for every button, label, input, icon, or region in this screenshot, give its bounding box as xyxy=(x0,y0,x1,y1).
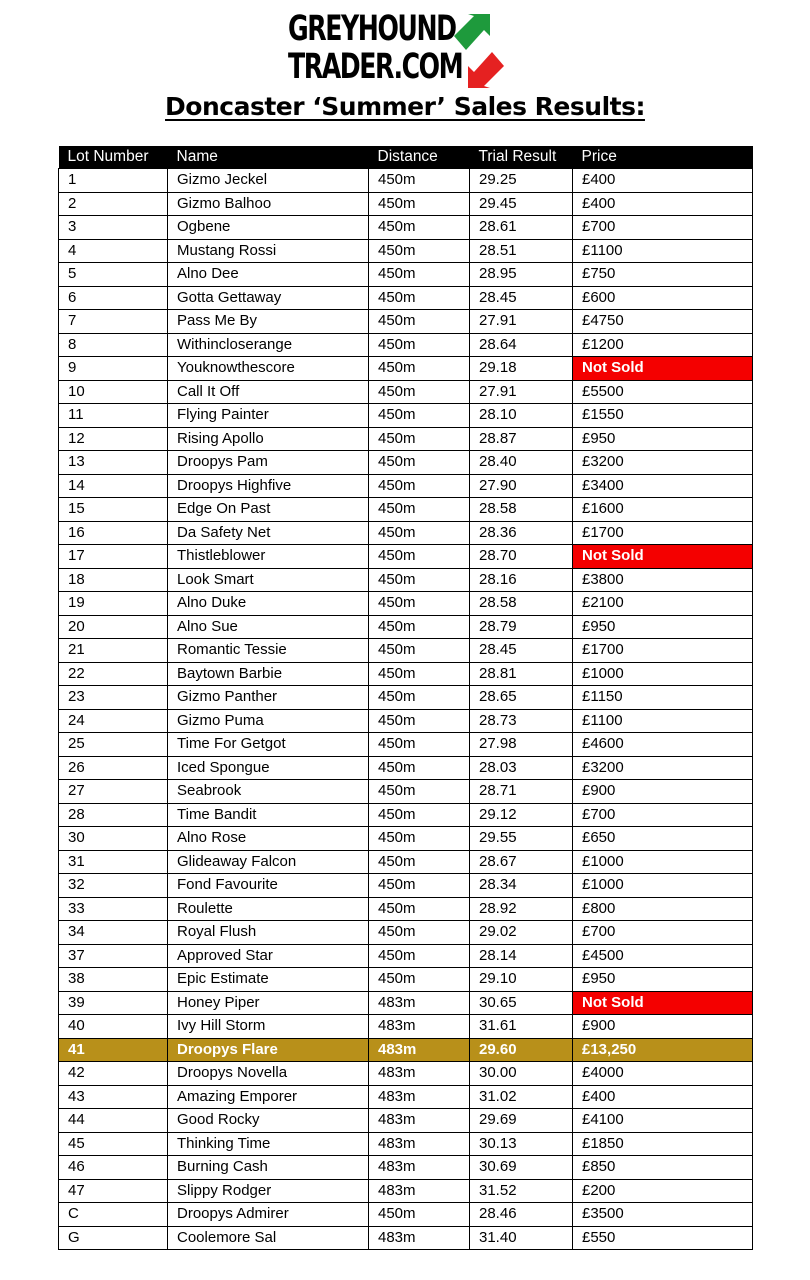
distance-cell: 450m xyxy=(369,897,470,921)
table-row xyxy=(59,1179,753,1203)
table-row xyxy=(59,568,753,592)
header-trial-result: Trial Result xyxy=(470,146,573,169)
name-cell: Droopys Novella xyxy=(168,1062,369,1086)
distance-cell: 450m xyxy=(369,615,470,639)
distance-cell: 450m xyxy=(369,803,470,827)
price-cell: Not Sold xyxy=(573,545,753,569)
distance-cell: 483m xyxy=(369,1062,470,1086)
lot-number-cell: 22 xyxy=(59,662,168,686)
lot-number-cell: C xyxy=(59,1203,168,1227)
name-cell: Roulette xyxy=(168,897,369,921)
lot-number-cell: 44 xyxy=(59,1109,168,1133)
trial-result-cell: 29.25 xyxy=(470,169,573,193)
name-cell: Ogbene xyxy=(168,216,369,240)
lot-number-cell: 37 xyxy=(59,944,168,968)
trial-result-cell: 31.61 xyxy=(470,1015,573,1039)
name-cell: Rising Apollo xyxy=(168,427,369,451)
name-cell: Alno Dee xyxy=(168,263,369,287)
name-cell: Gizmo Jeckel xyxy=(168,169,369,193)
header-distance: Distance xyxy=(369,146,470,169)
lot-number-cell: 8 xyxy=(59,333,168,357)
price-cell: £4000 xyxy=(573,1062,753,1086)
trial-result-cell: 28.92 xyxy=(470,897,573,921)
distance-cell: 450m xyxy=(369,216,470,240)
red-down-arrow-icon xyxy=(468,52,504,88)
trial-result-cell: 30.69 xyxy=(470,1156,573,1180)
table-row xyxy=(59,1132,753,1156)
distance-cell: 450m xyxy=(369,357,470,381)
lot-number-cell: 16 xyxy=(59,521,168,545)
name-cell: Good Rocky xyxy=(168,1109,369,1133)
name-cell: Burning Cash xyxy=(168,1156,369,1180)
distance-cell: 450m xyxy=(369,686,470,710)
name-cell: Ivy Hill Storm xyxy=(168,1015,369,1039)
lot-number-cell: 33 xyxy=(59,897,168,921)
trial-result-cell: 28.40 xyxy=(470,451,573,475)
name-cell: Edge On Past xyxy=(168,498,369,522)
trial-result-cell: 28.03 xyxy=(470,756,573,780)
price-cell: £400 xyxy=(573,192,753,216)
distance-cell: 450m xyxy=(369,592,470,616)
trial-result-cell: 27.90 xyxy=(470,474,573,498)
lot-number-cell: G xyxy=(59,1226,168,1250)
header-price: Price xyxy=(573,146,753,169)
lot-number-cell: 41 xyxy=(59,1038,168,1062)
trial-result-cell: 28.73 xyxy=(470,709,573,733)
name-cell: Droopys Admirer xyxy=(168,1203,369,1227)
lot-number-cell: 3 xyxy=(59,216,168,240)
table-row xyxy=(59,662,753,686)
price-cell: £1200 xyxy=(573,333,753,357)
trial-result-cell: 28.79 xyxy=(470,615,573,639)
trial-result-cell: 28.95 xyxy=(470,263,573,287)
price-cell: £3200 xyxy=(573,451,753,475)
trial-result-cell: 29.18 xyxy=(470,357,573,381)
lot-number-cell: 13 xyxy=(59,451,168,475)
lot-number-cell: 6 xyxy=(59,286,168,310)
header-name: Name xyxy=(168,146,369,169)
price-cell: £1550 xyxy=(573,404,753,428)
logo-text xyxy=(288,10,462,86)
trial-result-cell: 28.36 xyxy=(470,521,573,545)
name-cell: Epic Estimate xyxy=(168,968,369,992)
lot-number-cell: 23 xyxy=(59,686,168,710)
name-cell: Thinking Time xyxy=(168,1132,369,1156)
price-cell: Not Sold xyxy=(573,357,753,381)
lot-number-cell: 9 xyxy=(59,357,168,381)
name-cell: Flying Painter xyxy=(168,404,369,428)
name-cell: Gizmo Balhoo xyxy=(168,192,369,216)
distance-cell: 483m xyxy=(369,991,470,1015)
sales-results-table xyxy=(58,146,753,1250)
table-row xyxy=(59,921,753,945)
lot-number-cell: 28 xyxy=(59,803,168,827)
distance-cell: 450m xyxy=(369,310,470,334)
price-cell: £1100 xyxy=(573,239,753,263)
name-cell: Baytown Barbie xyxy=(168,662,369,686)
name-cell: Approved Star xyxy=(168,944,369,968)
lot-number-cell: 40 xyxy=(59,1015,168,1039)
table-row xyxy=(59,850,753,874)
name-cell: Iced Spongue xyxy=(168,756,369,780)
table-row xyxy=(59,780,753,804)
distance-cell: 450m xyxy=(369,568,470,592)
lot-number-cell: 42 xyxy=(59,1062,168,1086)
table-row xyxy=(59,1156,753,1180)
distance-cell: 450m xyxy=(369,709,470,733)
table-row xyxy=(59,263,753,287)
price-cell: £1850 xyxy=(573,1132,753,1156)
table-row xyxy=(59,968,753,992)
trial-result-cell: 28.81 xyxy=(470,662,573,686)
price-cell: £650 xyxy=(573,827,753,851)
trial-result-cell: 27.91 xyxy=(470,310,573,334)
table-row xyxy=(59,686,753,710)
trial-result-cell: 30.00 xyxy=(470,1062,573,1086)
trial-result-cell: 28.46 xyxy=(470,1203,573,1227)
name-cell: Honey Piper xyxy=(168,991,369,1015)
price-cell: £700 xyxy=(573,216,753,240)
distance-cell: 450m xyxy=(369,827,470,851)
trial-result-cell: 31.52 xyxy=(470,1179,573,1203)
trial-result-cell: 28.58 xyxy=(470,592,573,616)
name-cell: Droopys Pam xyxy=(168,451,369,475)
lot-number-cell: 18 xyxy=(59,568,168,592)
name-cell: Seabrook xyxy=(168,780,369,804)
lot-number-cell: 27 xyxy=(59,780,168,804)
trial-result-cell: 30.65 xyxy=(470,991,573,1015)
distance-cell: 450m xyxy=(369,780,470,804)
table-row xyxy=(59,1038,753,1062)
price-cell: £700 xyxy=(573,921,753,945)
logo-line-1: GREYHOUND xyxy=(288,9,456,49)
trial-result-cell: 30.13 xyxy=(470,1132,573,1156)
name-cell: Romantic Tessie xyxy=(168,639,369,663)
price-cell: £4750 xyxy=(573,310,753,334)
trial-result-cell: 29.10 xyxy=(470,968,573,992)
name-cell: Da Safety Net xyxy=(168,521,369,545)
table-row xyxy=(59,756,753,780)
greyhound-trader-logo xyxy=(288,10,518,90)
lot-number-cell: 32 xyxy=(59,874,168,898)
price-cell: £550 xyxy=(573,1226,753,1250)
page-title-text: Doncaster ‘Summer’ Sales Results: xyxy=(165,92,645,121)
green-up-arrow-icon xyxy=(454,14,490,50)
trial-result-cell: 28.10 xyxy=(470,404,573,428)
table-row xyxy=(59,286,753,310)
up-down-arrows-icon xyxy=(450,12,510,88)
table-row xyxy=(59,521,753,545)
price-cell: £4500 xyxy=(573,944,753,968)
distance-cell: 450m xyxy=(369,850,470,874)
price-cell: £600 xyxy=(573,286,753,310)
name-cell: Slippy Rodger xyxy=(168,1179,369,1203)
distance-cell: 483m xyxy=(369,1226,470,1250)
table-row xyxy=(59,545,753,569)
lot-number-cell: 39 xyxy=(59,991,168,1015)
table-row xyxy=(59,427,753,451)
name-cell: Youknowthescore xyxy=(168,357,369,381)
distance-cell: 450m xyxy=(369,192,470,216)
trial-result-cell: 29.69 xyxy=(470,1109,573,1133)
price-cell: Not Sold xyxy=(573,991,753,1015)
distance-cell: 450m xyxy=(369,427,470,451)
table-row xyxy=(59,592,753,616)
distance-cell: 450m xyxy=(369,169,470,193)
table-row xyxy=(59,357,753,381)
distance-cell: 450m xyxy=(369,380,470,404)
distance-cell: 483m xyxy=(369,1015,470,1039)
distance-cell: 450m xyxy=(369,263,470,287)
price-cell: £400 xyxy=(573,1085,753,1109)
distance-cell: 483m xyxy=(369,1179,470,1203)
price-cell: £13,250 xyxy=(573,1038,753,1062)
trial-result-cell: 29.12 xyxy=(470,803,573,827)
table-row xyxy=(59,827,753,851)
trial-result-cell: 28.70 xyxy=(470,545,573,569)
lot-number-cell: 45 xyxy=(59,1132,168,1156)
trial-result-cell: 29.60 xyxy=(470,1038,573,1062)
name-cell: Droopys Flare xyxy=(168,1038,369,1062)
price-cell: £700 xyxy=(573,803,753,827)
table-row xyxy=(59,474,753,498)
name-cell: Gotta Gettaway xyxy=(168,286,369,310)
table-row xyxy=(59,310,753,334)
trial-result-cell: 28.61 xyxy=(470,216,573,240)
lot-number-cell: 10 xyxy=(59,380,168,404)
lot-number-cell: 11 xyxy=(59,404,168,428)
trial-result-cell: 28.14 xyxy=(470,944,573,968)
distance-cell: 450m xyxy=(369,1203,470,1227)
distance-cell: 483m xyxy=(369,1085,470,1109)
lot-number-cell: 21 xyxy=(59,639,168,663)
name-cell: Call It Off xyxy=(168,380,369,404)
trial-result-cell: 27.98 xyxy=(470,733,573,757)
trial-result-cell: 29.02 xyxy=(470,921,573,945)
trial-result-cell: 28.45 xyxy=(470,639,573,663)
price-cell: £2100 xyxy=(573,592,753,616)
distance-cell: 483m xyxy=(369,1038,470,1062)
name-cell: Gizmo Puma xyxy=(168,709,369,733)
distance-cell: 450m xyxy=(369,639,470,663)
price-cell: £3200 xyxy=(573,756,753,780)
table-row xyxy=(59,615,753,639)
name-cell: Alno Rose xyxy=(168,827,369,851)
lot-number-cell: 12 xyxy=(59,427,168,451)
price-cell: £950 xyxy=(573,968,753,992)
table-row xyxy=(59,451,753,475)
table-row xyxy=(59,216,753,240)
distance-cell: 483m xyxy=(369,1156,470,1180)
lot-number-cell: 38 xyxy=(59,968,168,992)
distance-cell: 450m xyxy=(369,239,470,263)
lot-number-cell: 20 xyxy=(59,615,168,639)
lot-number-cell: 2 xyxy=(59,192,168,216)
trial-result-cell: 28.16 xyxy=(470,568,573,592)
price-cell: £1100 xyxy=(573,709,753,733)
lot-number-cell: 47 xyxy=(59,1179,168,1203)
table-row xyxy=(59,944,753,968)
table-row xyxy=(59,733,753,757)
name-cell: Coolemore Sal xyxy=(168,1226,369,1250)
lot-number-cell: 14 xyxy=(59,474,168,498)
lot-number-cell: 1 xyxy=(59,169,168,193)
price-cell: £1700 xyxy=(573,639,753,663)
price-cell: £1000 xyxy=(573,874,753,898)
table-row xyxy=(59,709,753,733)
table-row xyxy=(59,498,753,522)
distance-cell: 483m xyxy=(369,1132,470,1156)
table-row xyxy=(59,239,753,263)
distance-cell: 450m xyxy=(369,545,470,569)
price-cell: £1150 xyxy=(573,686,753,710)
lot-number-cell: 26 xyxy=(59,756,168,780)
trial-result-cell: 28.87 xyxy=(470,427,573,451)
name-cell: Withincloserange xyxy=(168,333,369,357)
table-row xyxy=(59,1226,753,1250)
trial-result-cell: 28.65 xyxy=(470,686,573,710)
distance-cell: 450m xyxy=(369,944,470,968)
price-cell: £3500 xyxy=(573,1203,753,1227)
name-cell: Glideaway Falcon xyxy=(168,850,369,874)
trial-result-cell: 28.34 xyxy=(470,874,573,898)
name-cell: Alno Sue xyxy=(168,615,369,639)
lot-number-cell: 24 xyxy=(59,709,168,733)
price-cell: £4100 xyxy=(573,1109,753,1133)
trial-result-cell: 27.91 xyxy=(470,380,573,404)
trial-result-cell: 28.67 xyxy=(470,850,573,874)
price-cell: £900 xyxy=(573,780,753,804)
table-row xyxy=(59,874,753,898)
table-row xyxy=(59,1203,753,1227)
table-row xyxy=(59,991,753,1015)
name-cell: Royal Flush xyxy=(168,921,369,945)
table-row xyxy=(59,639,753,663)
table-row xyxy=(59,380,753,404)
table-row xyxy=(59,192,753,216)
lot-number-cell: 30 xyxy=(59,827,168,851)
name-cell: Pass Me By xyxy=(168,310,369,334)
name-cell: Gizmo Panther xyxy=(168,686,369,710)
name-cell: Thistleblower xyxy=(168,545,369,569)
distance-cell: 450m xyxy=(369,474,470,498)
lot-number-cell: 43 xyxy=(59,1085,168,1109)
trial-result-cell: 29.45 xyxy=(470,192,573,216)
header-lot-number: Lot Number xyxy=(59,146,168,169)
price-cell: £800 xyxy=(573,897,753,921)
distance-cell: 450m xyxy=(369,451,470,475)
name-cell: Droopys Highfive xyxy=(168,474,369,498)
lot-number-cell: 17 xyxy=(59,545,168,569)
distance-cell: 483m xyxy=(369,1109,470,1133)
trial-result-cell: 28.58 xyxy=(470,498,573,522)
trial-result-cell: 28.51 xyxy=(470,239,573,263)
trial-result-cell: 31.40 xyxy=(470,1226,573,1250)
price-cell: £200 xyxy=(573,1179,753,1203)
trial-result-cell: 29.55 xyxy=(470,827,573,851)
distance-cell: 450m xyxy=(369,756,470,780)
price-cell: £750 xyxy=(573,263,753,287)
table-row xyxy=(59,1109,753,1133)
name-cell: Time Bandit xyxy=(168,803,369,827)
table-row xyxy=(59,803,753,827)
price-cell: £3400 xyxy=(573,474,753,498)
lot-number-cell: 7 xyxy=(59,310,168,334)
lot-number-cell: 46 xyxy=(59,1156,168,1180)
price-cell: £850 xyxy=(573,1156,753,1180)
lot-number-cell: 15 xyxy=(59,498,168,522)
price-cell: £950 xyxy=(573,427,753,451)
distance-cell: 450m xyxy=(369,921,470,945)
table-row xyxy=(59,404,753,428)
distance-cell: 450m xyxy=(369,498,470,522)
trial-result-cell: 28.45 xyxy=(470,286,573,310)
distance-cell: 450m xyxy=(369,333,470,357)
price-cell: £4600 xyxy=(573,733,753,757)
distance-cell: 450m xyxy=(369,968,470,992)
name-cell: Amazing Emporer xyxy=(168,1085,369,1109)
table-row xyxy=(59,169,753,193)
name-cell: Time For Getgot xyxy=(168,733,369,757)
lot-number-cell: 4 xyxy=(59,239,168,263)
lot-number-cell: 34 xyxy=(59,921,168,945)
trial-result-cell: 31.02 xyxy=(470,1085,573,1109)
trial-result-cell: 28.64 xyxy=(470,333,573,357)
lot-number-cell: 25 xyxy=(59,733,168,757)
trial-result-cell: 28.71 xyxy=(470,780,573,804)
name-cell: Look Smart xyxy=(168,568,369,592)
logo-line-2: TRADER.COM xyxy=(288,47,463,87)
name-cell: Fond Favourite xyxy=(168,874,369,898)
price-cell: £1700 xyxy=(573,521,753,545)
price-cell: £1000 xyxy=(573,662,753,686)
name-cell: Mustang Rossi xyxy=(168,239,369,263)
table-row xyxy=(59,333,753,357)
price-cell: £5500 xyxy=(573,380,753,404)
price-cell: £900 xyxy=(573,1015,753,1039)
distance-cell: 450m xyxy=(369,521,470,545)
price-cell: £1000 xyxy=(573,850,753,874)
price-cell: £1600 xyxy=(573,498,753,522)
distance-cell: 450m xyxy=(369,874,470,898)
page-title xyxy=(0,92,810,121)
table-row xyxy=(59,1062,753,1086)
distance-cell: 450m xyxy=(369,662,470,686)
table-row xyxy=(59,1085,753,1109)
distance-cell: 450m xyxy=(369,286,470,310)
lot-number-cell: 5 xyxy=(59,263,168,287)
lot-number-cell: 19 xyxy=(59,592,168,616)
lot-number-cell: 31 xyxy=(59,850,168,874)
distance-cell: 450m xyxy=(369,404,470,428)
table-header-row xyxy=(59,146,753,169)
table-row xyxy=(59,1015,753,1039)
price-cell: £3800 xyxy=(573,568,753,592)
price-cell: £950 xyxy=(573,615,753,639)
price-cell: £400 xyxy=(573,169,753,193)
name-cell: Alno Duke xyxy=(168,592,369,616)
table-row xyxy=(59,897,753,921)
distance-cell: 450m xyxy=(369,733,470,757)
